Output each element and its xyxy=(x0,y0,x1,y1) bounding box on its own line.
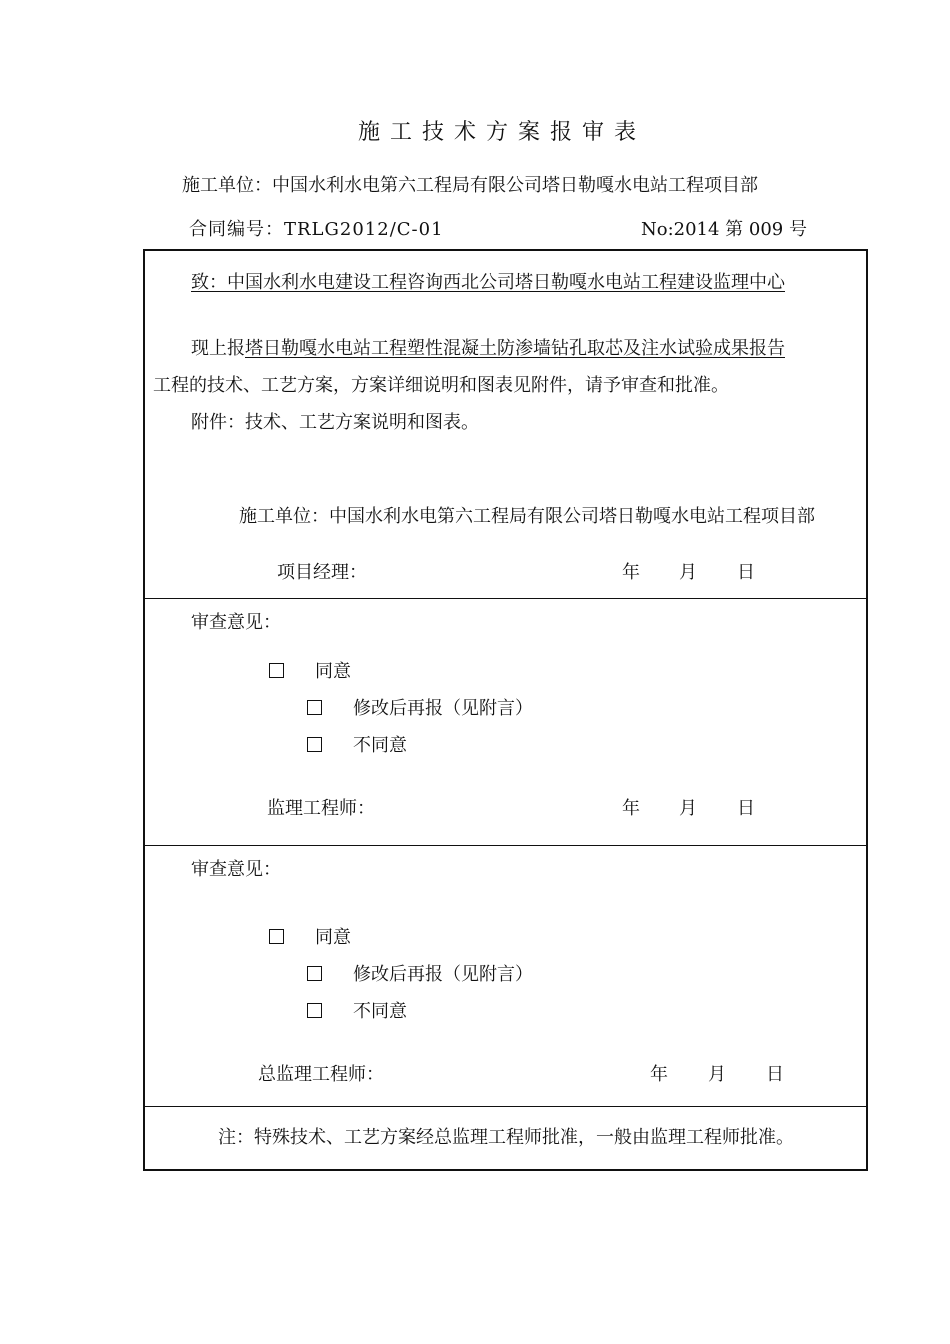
checkbox-icon[interactable] xyxy=(269,929,284,944)
date-day: 日 xyxy=(737,562,755,583)
contractor-line: 施工单位：中国水利水电第六工程局有限公司塔日勒嘎水电站工程项目部 xyxy=(182,175,758,196)
contract-number: 合同编号：TRLG2012/C-01 xyxy=(189,219,444,240)
review-opinion-label: 审查意见： xyxy=(191,859,281,880)
checkbox-icon[interactable] xyxy=(307,1003,322,1018)
project-manager-label: 项目经理： xyxy=(277,562,367,583)
serial-number: No:2014 第 009 号 xyxy=(641,219,807,240)
checkbox-icon[interactable] xyxy=(307,966,322,981)
date-month: 月 xyxy=(679,798,697,819)
option-disagree[interactable]: 不同意 xyxy=(307,1001,407,1023)
checkbox-icon[interactable] xyxy=(307,700,322,715)
divider-1 xyxy=(143,598,866,599)
checkbox-icon[interactable] xyxy=(269,663,284,678)
report-suffix: 工程的技术、工艺方案，方案详细说明和图表见附件，请予审查和批准。 xyxy=(153,375,729,396)
date-month: 月 xyxy=(679,562,697,583)
date-day: 日 xyxy=(766,1064,784,1085)
divider-2 xyxy=(143,845,866,846)
footnote: 注：特殊技术、工艺方案经总监理工程师批准，一般由监理工程师批准。 xyxy=(218,1127,794,1148)
contractor-signature: 施工单位：中国水利水电第六工程局有限公司塔日勒嘎水电站工程项目部 xyxy=(239,506,815,527)
date-day: 日 xyxy=(737,798,755,819)
date-year: 年 xyxy=(622,798,640,819)
supervising-engineer-label: 监理工程师： xyxy=(267,798,375,819)
report-prefix: 现上报 xyxy=(191,338,245,359)
option-disagree[interactable]: 不同意 xyxy=(307,735,407,757)
report-subject: 塔日勒嘎水电站工程塑性混凝土防渗墙钻孔取芯及注水试验成果报告 xyxy=(245,338,785,359)
option-agree[interactable]: 同意 xyxy=(269,661,351,683)
option-agree[interactable]: 同意 xyxy=(269,927,351,949)
attachment-line: 附件：技术、工艺方案说明和图表。 xyxy=(191,412,479,433)
date-year: 年 xyxy=(622,562,640,583)
option-revise[interactable]: 修改后再报（见附言） xyxy=(307,964,533,986)
option-revise[interactable]: 修改后再报（见附言） xyxy=(307,698,533,720)
date-year: 年 xyxy=(650,1064,668,1085)
addressee-line: 致：中国水利水电建设工程咨询西北公司塔日勒嘎水电站工程建设监理中心 xyxy=(191,272,785,293)
checkbox-icon[interactable] xyxy=(307,737,322,752)
chief-engineer-label: 总监理工程师： xyxy=(258,1064,384,1085)
page-title: 施工技术方案报审表 xyxy=(358,120,647,145)
date-month: 月 xyxy=(708,1064,726,1085)
divider-3 xyxy=(143,1106,866,1107)
report-line xyxy=(191,338,785,360)
review-opinion-label: 审查意见： xyxy=(191,612,281,633)
